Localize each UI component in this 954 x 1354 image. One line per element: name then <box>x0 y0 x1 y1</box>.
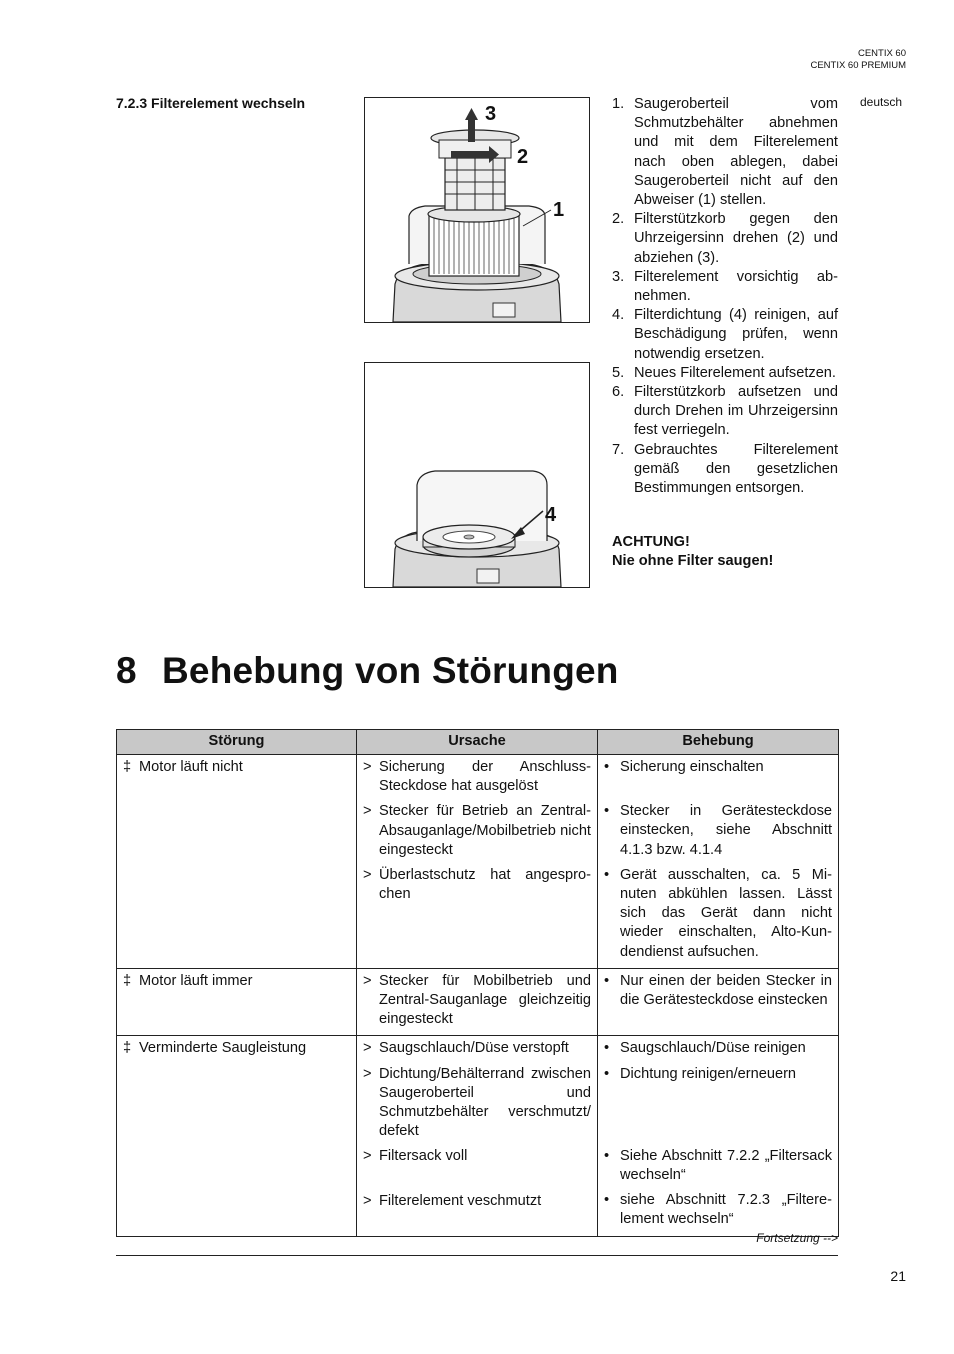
fix-text: Stecker in Gerätesteckdose einstecken, siehe Abschnitt 4.1.3 bzw. 4.1.4 <box>620 803 832 858</box>
fix-marker: • <box>604 1192 610 1209</box>
fix-marker: • <box>604 759 610 775</box>
cause-text: Saugschlauch/Düse verstopft <box>379 1040 569 1057</box>
fix-cell <box>598 968 839 1036</box>
fault-text: Motor läuft nicht <box>139 759 243 775</box>
step-text: Gebrauchtes Filterelement gemäß den gesetzlichen Bestimmungen entsorgen. <box>634 441 838 497</box>
figure-filter-removal <box>364 97 590 323</box>
cause-text: Dichtung/Behälterrand zwischen Saugeroberteil und Schmutzbehälter verschmutzt/ defekt <box>379 1065 591 1140</box>
fault-cell <box>117 755 357 969</box>
troubleshooting-table <box>116 729 839 1237</box>
fault-cell <box>117 968 357 1036</box>
cause-marker: > <box>363 867 372 884</box>
fault-text: Motor läuft immer <box>139 972 253 989</box>
fault-cell <box>117 1036 357 1236</box>
section-title: 7.2.3 Filterelement wechseln <box>116 95 306 111</box>
step-text: Filterstützkorb aufsetzen und durch Drehen im Uhrzeigersinn fest verriegeln. <box>634 384 838 439</box>
fault-text: Verminderte Saugleistung <box>139 1040 307 1057</box>
step-number: 4. <box>612 307 625 324</box>
step-item <box>612 95 838 210</box>
step-text: Filterelement vorsichtig abnehmen. <box>634 268 838 305</box>
continuation-note: Fortsetzung --> <box>756 1231 838 1245</box>
warning-text: Nie ohne Filter saugen! <box>612 553 774 570</box>
filter-removal-illustration <box>365 98 589 322</box>
fix-text: Gerät ausschalten, ca. 5 Minuten abkühlen lassen. Lässt sich das Gerät dann nicht wieder einschalten, Alto-Kundendienst aufsuchen. <box>620 866 832 960</box>
fix-text: Saugschlauch/Düse reinigen <box>620 1040 806 1057</box>
filter-steps-list <box>612 95 838 498</box>
step-item <box>612 441 838 499</box>
step-number: 7. <box>612 441 625 458</box>
step-number: 2. <box>612 211 625 228</box>
cause-cell <box>357 755 598 969</box>
fix-marker: • <box>604 972 610 989</box>
step-text: Neues Filterelement aufsetzen. <box>634 364 836 381</box>
fix-text: siehe Abschnitt 7.2.3 „Filterelement wechseln“ <box>620 1192 832 1228</box>
cause-text: Stecker für Mobilbetrieb und Zentral-Sauganlage gleichzeitig eingesteckt <box>379 972 591 1028</box>
figure-label-3: 3 <box>485 103 497 125</box>
cause-marker: > <box>363 1065 372 1082</box>
fault-marker: ‡ <box>123 1040 132 1057</box>
figure-label-4: 4 <box>545 504 557 526</box>
cause-cell <box>357 1036 598 1236</box>
cause-text: Filtersack voll <box>379 1148 468 1165</box>
cause-marker: > <box>363 1192 372 1209</box>
cause-text: Filterelement veschmutzt <box>379 1192 542 1209</box>
model-header <box>810 48 906 72</box>
language-label: deutsch <box>860 95 903 109</box>
filter-seal-illustration <box>365 363 589 587</box>
column-header-fix: Behebung <box>598 730 839 755</box>
step-item <box>612 364 838 383</box>
cause-text: Überlastschutz hat angesprochen <box>379 867 591 903</box>
table-row <box>117 968 839 1036</box>
column-header-cause: Ursache <box>357 730 598 755</box>
footer-divider <box>116 1255 838 1256</box>
model-line-1: CENTIX 60 <box>857 48 906 59</box>
figure-label-2: 2 <box>517 146 529 168</box>
chapter-title: Behebung von Störungen <box>162 650 619 691</box>
fix-cell <box>598 755 839 969</box>
step-item <box>612 268 838 306</box>
table-header-row <box>117 730 839 755</box>
cause-marker: > <box>363 1040 372 1057</box>
step-text: Filterstützkorb gegen den Uhrzeigersinn drehen (2) und abziehen (3). <box>634 211 838 266</box>
fix-marker: • <box>604 1065 610 1082</box>
step-number: 3. <box>612 268 625 285</box>
fix-marker: • <box>604 866 610 883</box>
cause-marker: > <box>363 1148 372 1165</box>
fix-cell <box>598 1036 839 1236</box>
chapter-heading <box>116 650 619 692</box>
fix-text: Sicherung einschalten <box>620 759 764 775</box>
model-line-2: CENTIX 60 PREMIUM <box>810 60 906 71</box>
step-number: 6. <box>612 384 625 401</box>
table-row <box>117 1036 839 1236</box>
warning-block <box>612 533 838 571</box>
step-text: Saugeroberteil vom Schmutzbehälter abnehmen und mit dem Filterelement nach oben ablegen, dabei Saugeroberteil nicht auf den Abweiser (1) stellen. <box>634 96 838 209</box>
table-row <box>117 755 839 969</box>
warning-title: ACHTUNG! <box>612 534 690 550</box>
figure-filter-seal <box>364 362 590 588</box>
step-number: 5. <box>612 364 625 381</box>
cause-cell <box>357 968 598 1036</box>
cause-marker: > <box>363 759 372 775</box>
step-number: 1. <box>612 96 625 112</box>
cause-text: Stecker für Betrieb an Zentral-Absauganlage/Mobilbetrieb nicht eingesteckt <box>379 803 591 858</box>
fix-marker: • <box>604 1147 610 1164</box>
fix-text: Dichtung reinigen/erneuern <box>620 1065 797 1082</box>
cause-marker: > <box>363 803 372 820</box>
fix-text: Nur einen der beiden Stecker in die Gerätesteckdose einstecken <box>620 972 832 1009</box>
fix-text: Siehe Abschnitt 7.2.2 „Filtersack wechseln“ <box>620 1147 832 1184</box>
fault-marker: ‡ <box>123 759 132 775</box>
fix-marker: • <box>604 1040 610 1057</box>
step-item <box>612 306 838 364</box>
cause-text: Sicherung der Anschluss-Steckdose hat ausgelöst <box>379 759 591 795</box>
fix-marker: • <box>604 803 610 820</box>
page-number: 21 <box>890 1268 906 1284</box>
step-text: Filterdichtung (4) reinigen, auf Beschädigung prüfen, wenn notwendig ersetzen. <box>634 307 838 362</box>
fault-marker: ‡ <box>123 972 132 989</box>
chapter-number: 8 <box>116 650 137 691</box>
step-item <box>612 210 838 268</box>
figure-label-1: 1 <box>553 199 565 221</box>
step-item <box>612 383 838 441</box>
column-header-fault: Störung <box>117 730 357 755</box>
cause-marker: > <box>363 972 372 989</box>
